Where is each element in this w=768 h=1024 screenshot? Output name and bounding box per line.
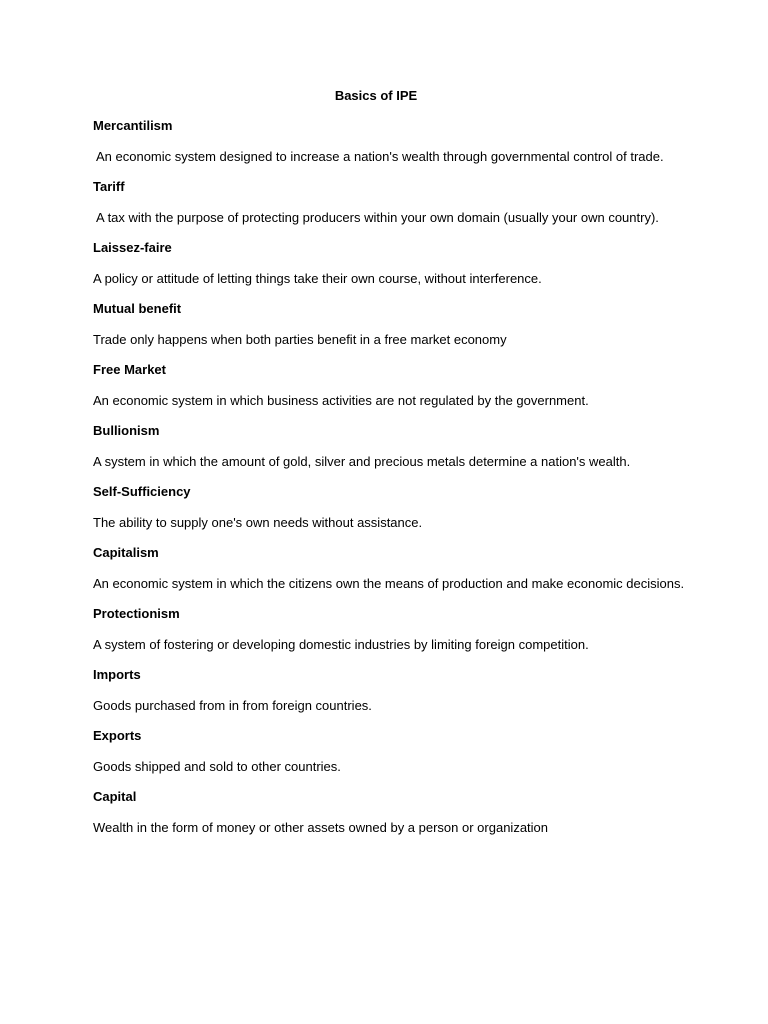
term-heading: Laissez-faire [93,240,172,255]
term-definition: An economic system in which the citizens own the means of production and make economic decisions. [93,576,685,591]
term-heading: Exports [93,728,142,743]
term-definition: A system of fostering or developing domestic industries by limiting foreign competition. [93,637,589,652]
term-definition: Goods shipped and sold to other countries. [93,759,341,774]
term-definition: A policy or attitude of letting things take their own course, without interference. [93,271,542,286]
glossary-entry-tariff [93,178,693,227]
term-definition: Goods purchased from in from foreign countries. [93,698,372,713]
glossary-entry-exports [93,727,693,776]
glossary-entry-laissez-faire [93,239,693,288]
term-heading: Capitalism [93,545,159,560]
term-definition: Trade only happens when both parties benefit in a free market economy [93,332,507,347]
term-heading: Protectionism [93,606,180,621]
term-heading: Tariff [93,179,125,194]
glossary-entry-capital [93,788,693,837]
term-definition: The ability to supply one's own needs without assistance. [93,515,423,530]
glossary-entry-bullionism [93,422,693,471]
term-definition: A tax with the purpose of protecting producers within your own domain (usually your own country). [96,210,659,225]
term-definition: An economic system in which business activities are not regulated by the government. [93,393,589,408]
document-title: Basics of IPE [334,88,418,103]
term-heading: Mutual benefit [93,301,182,316]
glossary-entry-free-market [93,361,693,410]
term-heading: Imports [93,667,141,682]
term-definition: An economic system designed to increase a nation's wealth through governmental control of trade. [96,149,664,164]
glossary-entry-protectionism [93,605,693,654]
glossary-entry-imports [93,666,693,715]
glossary-entry-self-sufficiency [93,483,693,532]
term-heading: Free Market [93,362,166,377]
glossary-entry-mutual-benefit [93,300,693,349]
term-heading: Bullionism [93,423,160,438]
glossary-entry-capitalism [93,544,693,593]
glossary-entry-mercantilism [93,117,693,166]
term-heading: Capital [93,789,137,804]
term-definition: Wealth in the form of money or other assets owned by a person or organization [93,820,549,835]
term-definition: A system in which the amount of gold, silver and precious metals determine a nation's wealth. [93,454,631,469]
term-heading: Mercantilism [93,118,173,133]
term-heading: Self-Sufficiency [93,484,191,499]
glossary-list [93,117,693,849]
